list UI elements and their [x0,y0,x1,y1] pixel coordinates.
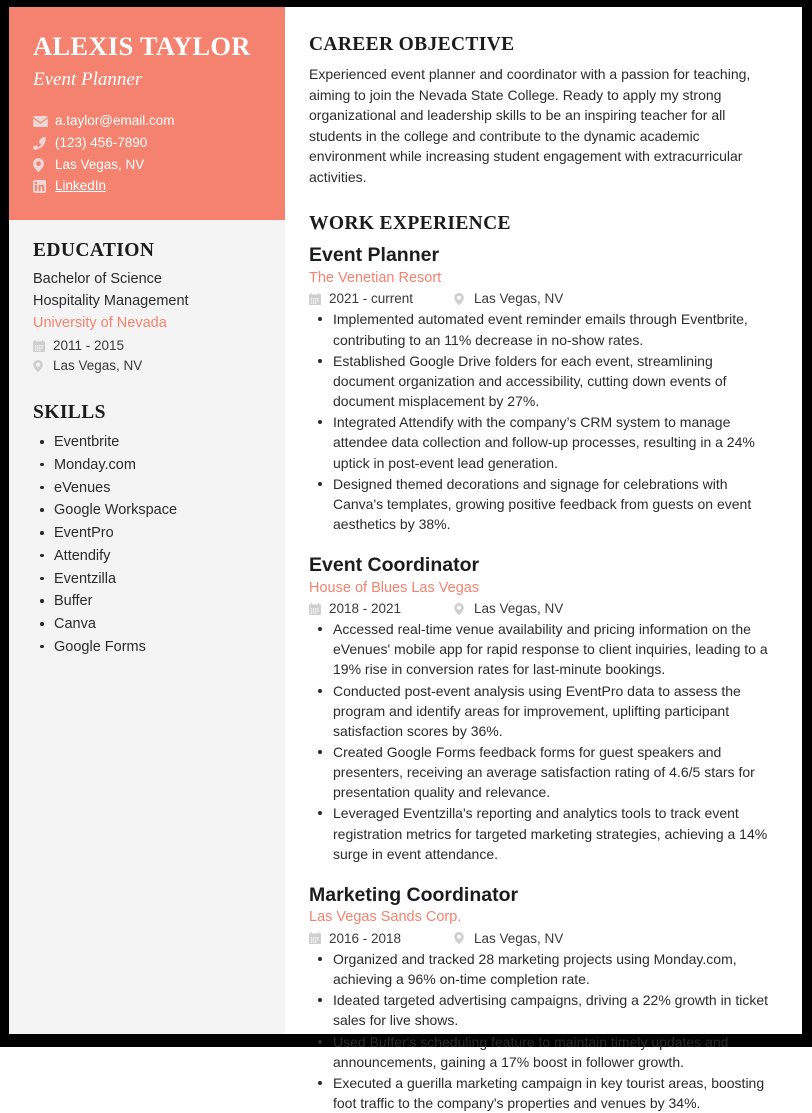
list-item: Attendify [33,545,261,568]
job-dates-row [309,601,454,616]
list-item: Leveraged Eventzilla's reporting and analytics tools to track event registration metrics for targeted marketing strategies, achieving a 14% surge in event attendance. [309,803,778,863]
education-dates: 2011 - 2015 [53,337,125,353]
education-section [33,240,261,376]
location-pin-icon [454,932,469,944]
calendar-icon [309,932,324,944]
calendar-icon [309,603,324,615]
list-item: Canva [33,613,261,636]
contact-phone-text: (123) 456-7890 [55,134,148,150]
career-objective-section [309,34,778,187]
education-field: Hospitality Management [33,293,189,310]
list-item: Established Google Drive folders for each event, streamlining document organization and accessibility, cutting down events of document misplacement by 27%. [309,351,778,411]
linkedin-icon [33,180,50,193]
skills-section [33,402,261,659]
job-location-row [454,931,563,946]
phone-icon [33,137,50,150]
career-objective-heading: CAREER OBJECTIVE [309,34,515,55]
list-item: Buffer [33,590,261,613]
job-meta [309,291,778,306]
list-item: Ideated targeted advertising campaigns, driving a 22% growth in ticket sales for live shows. [309,990,778,1030]
location-pin-icon [33,360,48,372]
location-pin-icon [454,603,469,615]
candidate-job-title: Event Planner [33,68,143,90]
list-item: Executed a guerilla marketing campaign in key tourist areas, boosting foot traffic to the company's properties and venues by 34%. [309,1073,778,1113]
list-item: eVenues [33,477,261,500]
contact-item-linkedin[interactable] [33,176,261,197]
resume-page [9,7,802,1111]
work-experience-section [309,213,778,1113]
list-item: Designed themed decorations and signage for celebrations with Canva's templates, growing positive feedback from guests on event aesthetics by 38%. [309,474,778,534]
list-item: Monday.com [33,454,261,477]
job-location: Las Vegas, NV [474,930,564,946]
contact-item-email [33,111,261,132]
job-title: Event Coordinator [309,554,480,577]
candidate-name: ALEXIS TAYLOR [33,31,251,61]
main-content [285,7,802,1111]
job-meta [309,601,778,616]
education-location: Las Vegas, NV [53,357,143,373]
job-entry [309,553,778,864]
education-degree: Bachelor of Science [33,271,162,288]
job-bullets [309,309,778,534]
contact-item-location [33,155,261,176]
job-company: Las Vegas Sands Corp. [309,909,462,926]
list-item: Google Workspace [33,499,261,522]
contact-email-text: a.taylor@email.com [55,112,175,128]
contact-linkedin-link[interactable]: LinkedIn [55,178,107,194]
work-experience-heading: WORK EXPERIENCE [309,213,511,235]
list-item: Used Buffer's scheduling feature to maintain timely updates and announcements, gaining a 17% boost in follower growth. [309,1032,778,1072]
job-location: Las Vegas, NV [474,601,564,617]
job-location-row [454,601,563,616]
job-dates: 2016 - 2018 [329,930,402,946]
education-dates-row [33,336,261,356]
list-item: EventPro [33,522,261,545]
location-pin-icon [454,293,469,305]
job-company: The Venetian Resort [309,269,442,286]
education-location-row [33,356,261,376]
job-dates-row [309,931,454,946]
career-objective-text: Experienced event planner and coordinator with a passion for teaching, aiming to join the Nevada State College. Ready to apply my strong organizational and leadership skills to be an inspiring teacher for all students in the college and contribute to the dynamic academic environment while increasing student engagement with extracurricular activities. [309,66,751,185]
list-item: Google Forms [33,636,261,659]
email-icon [33,116,50,127]
sidebar-body [9,220,285,668]
job-bullets [309,949,778,1113]
job-title: Marketing Coordinator [309,883,519,906]
list-item: Created Google Forms feedback forms for guest speakers and presenters, receiving an average satisfaction rating of 4.6/5 stars for presentation quality and relevance. [309,742,778,802]
job-company: House of Blues Las Vegas [309,579,480,596]
job-location: Las Vegas, NV [474,291,564,307]
education-heading: EDUCATION [33,240,155,262]
sidebar [9,7,285,1034]
job-dates: 2021 - current [329,291,414,307]
job-entry [309,883,778,1113]
list-item: Eventbrite [33,431,261,454]
job-title: Event Planner [309,244,440,267]
list-item: Accessed real-time venue availability and pricing information on the eVenues' mobile app for rapid response to client inquiries, leading to a 19% rise in conversion rates for last-minute bookings. [309,619,778,679]
calendar-icon [33,340,48,352]
job-entry [309,243,778,534]
list-item: Implemented automated event reminder emails through Eventbrite, contributing to an 11% decrease in no-show rates. [309,309,778,349]
skills-list [33,431,261,659]
list-item: Integrated Attendify with the company’s CRM system to manage attendee data collection and follow-up processes, resulting in a 24% uptick in post-event lead generation. [309,412,778,472]
calendar-icon [309,293,324,305]
list-item: Eventzilla [33,568,261,591]
skills-heading: SKILLS [33,402,106,424]
contact-item-phone [33,133,261,154]
job-location-row [454,291,563,306]
sidebar-header [9,7,285,220]
job-dates-row [309,291,454,306]
contact-list [33,111,261,198]
list-item: Organized and tracked 28 marketing projects using Monday.com, achieving a 96% on-time completion rate. [309,949,778,989]
location-pin-icon [33,158,50,172]
education-school: University of Nevada [33,314,167,331]
contact-location-text: Las Vegas, NV [55,156,145,172]
job-bullets [309,619,778,864]
list-item: Conducted post-event analysis using EventPro data to assess the program and identify areas for improvement, uplifting participant satisfaction scores by 36%. [309,681,778,741]
job-meta [309,931,778,946]
job-dates: 2018 - 2021 [329,601,402,617]
